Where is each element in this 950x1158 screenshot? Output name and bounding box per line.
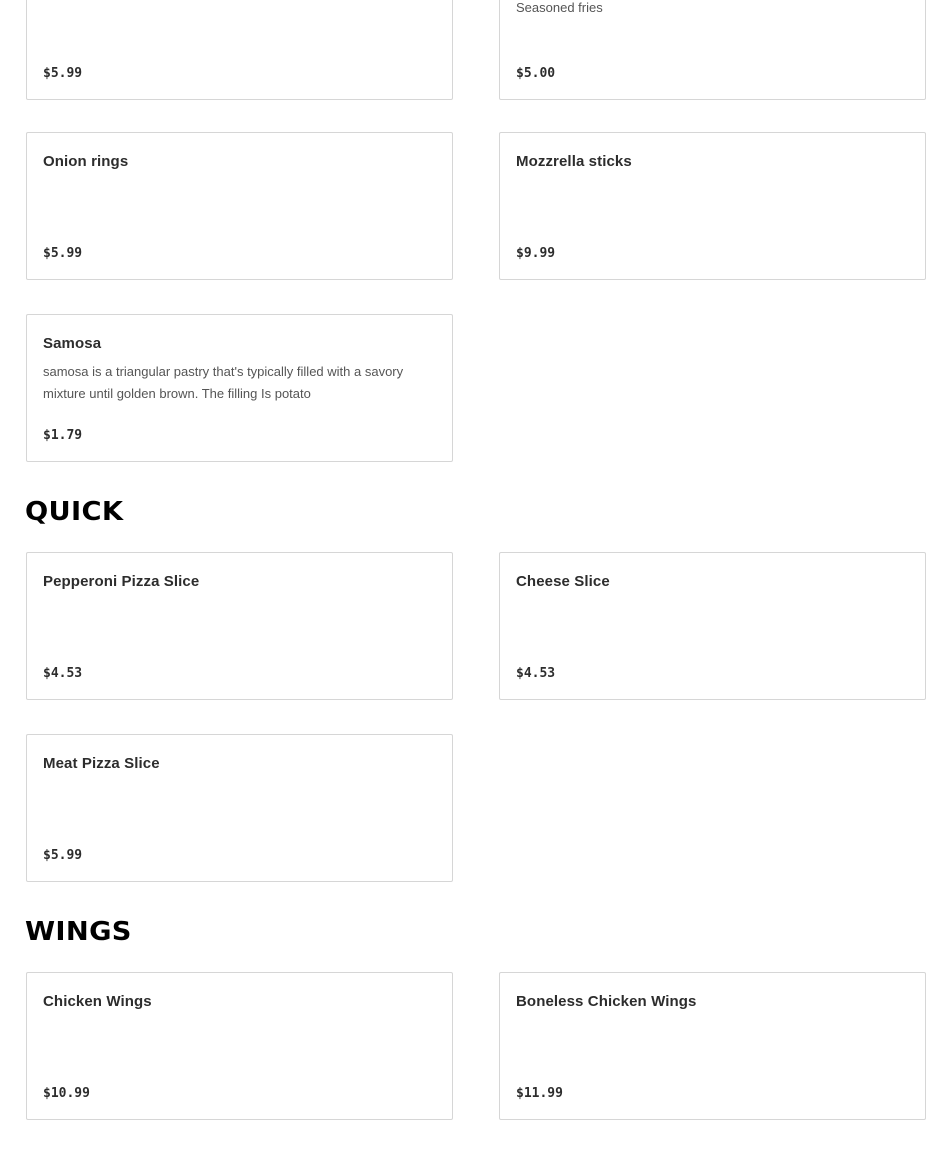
menu-item-card[interactable] <box>26 132 453 280</box>
item-description: samosa is a triangular pastry that's typically filled with a savory mixture until golden brown. The filling Is potato <box>43 364 404 401</box>
item-name: Boneless Chicken Wings <box>516 993 697 1010</box>
item-name: Meat Pizza Slice <box>43 755 160 772</box>
item-description: Seasoned fries <box>516 0 603 15</box>
item-price: $5.99 <box>43 848 83 863</box>
item-price: $4.53 <box>516 666 556 681</box>
item-price: $5.99 <box>43 66 83 81</box>
section-title-wings: WINGS <box>25 917 132 947</box>
menu-item-card[interactable] <box>499 552 926 700</box>
menu-item-card[interactable] <box>499 132 926 280</box>
item-price: $11.99 <box>516 1086 563 1101</box>
item-name: Onion rings <box>43 153 129 170</box>
menu-item-card[interactable] <box>26 734 453 882</box>
item-name: Pepperoni Pizza Slice <box>43 573 200 590</box>
item-price: $4.53 <box>43 666 83 681</box>
item-name: Cheese Slice <box>516 573 610 590</box>
item-price: $5.00 <box>516 66 556 81</box>
section-title-quick: QUICK <box>25 497 124 527</box>
item-name: Samosa <box>43 335 102 352</box>
item-price: $5.99 <box>43 246 83 261</box>
menu-item-card[interactable] <box>499 0 926 100</box>
menu-item-card[interactable] <box>26 314 453 462</box>
menu-item-card[interactable] <box>499 972 926 1120</box>
menu-item-card[interactable] <box>26 972 453 1120</box>
item-price: $10.99 <box>43 1086 90 1101</box>
item-price: $1.79 <box>43 428 83 443</box>
item-name: Chicken Wings <box>43 993 152 1010</box>
menu-item-card[interactable] <box>26 0 453 100</box>
item-price: $9.99 <box>516 246 556 261</box>
item-name: Mozzrella sticks <box>516 153 632 170</box>
menu-item-card[interactable] <box>26 552 453 700</box>
